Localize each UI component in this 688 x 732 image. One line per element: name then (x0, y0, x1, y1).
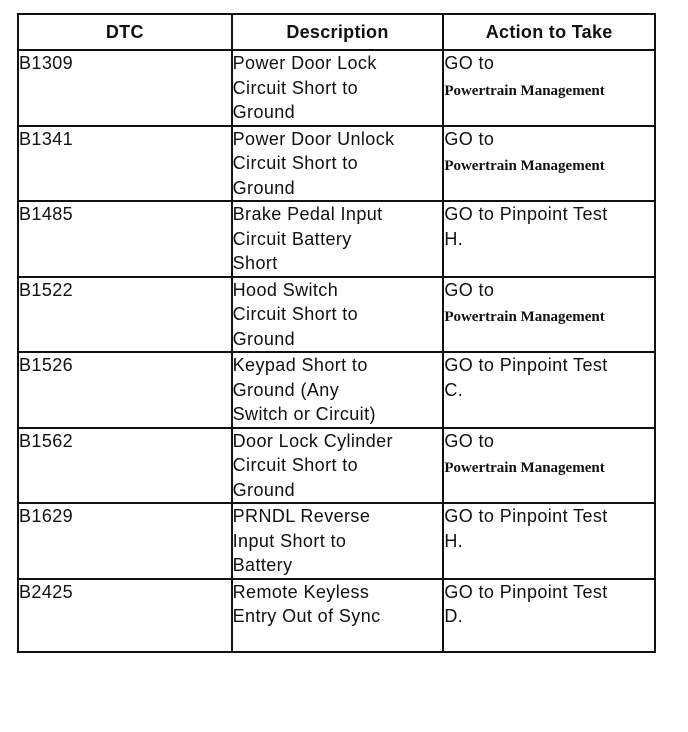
description-line: Power Door Unlock (232, 128, 395, 149)
action-text: GO to (444, 279, 495, 300)
action-cell (443, 503, 655, 579)
action-cell (443, 277, 655, 353)
description-line: Remote Keyless (232, 581, 370, 602)
dtc-code: B2425 (19, 581, 74, 602)
description-line: Ground (232, 102, 296, 122)
table-row (18, 352, 655, 428)
table-row (18, 579, 655, 652)
table-row (18, 428, 655, 504)
description-cell (232, 352, 444, 428)
header-dtc: DTC (18, 14, 232, 50)
action-cell (443, 352, 655, 428)
description-cell (232, 503, 444, 579)
description-line: Power Door Lock (232, 53, 377, 73)
description-line: Keypad Short to (232, 355, 368, 375)
dtc-code-cell (18, 428, 232, 504)
description-line: Ground (232, 328, 296, 349)
description-cell (232, 201, 444, 277)
description-line: Battery (232, 555, 293, 575)
action-text: GO to Pinpoint Test (444, 506, 608, 526)
dtc-code-cell (18, 201, 232, 277)
table-row (18, 503, 655, 579)
action-reference: Powertrain Management (444, 460, 605, 476)
description-line: PRNDL Reverse (232, 506, 371, 526)
dtc-code-cell (18, 126, 232, 202)
dtc-code-cell (18, 579, 232, 652)
dtc-code: B1522 (19, 279, 74, 300)
description-line: Circuit Battery (232, 228, 352, 249)
action-cell (443, 428, 655, 504)
description-cell (232, 428, 444, 504)
description-line: Circuit Short to (232, 153, 359, 173)
table-row (18, 50, 655, 126)
dtc-code: B1562 (19, 430, 74, 451)
description-line: Hood Switch (232, 279, 339, 300)
action-cell (443, 201, 655, 277)
action-text-continued: H. (444, 530, 464, 551)
action-cell (443, 50, 655, 126)
action-text: GO to (444, 128, 495, 149)
action-reference: Powertrain Management (444, 82, 605, 99)
action-text: GO to Pinpoint Test (444, 355, 608, 375)
dtc-code: B1526 (19, 355, 74, 375)
dtc-code: B1485 (19, 204, 74, 224)
action-cell (443, 126, 655, 202)
action-text-continued: C. (444, 379, 464, 400)
description-cell (232, 277, 444, 353)
action-text: GO to (444, 430, 495, 451)
header-row (18, 14, 655, 50)
description-line: Circuit Short to (232, 304, 359, 324)
action-reference: Powertrain Management (444, 158, 605, 174)
description-line: Ground (Any (232, 379, 340, 400)
description-cell (232, 50, 444, 126)
description-line: Input Short to (232, 530, 347, 551)
description-cell (232, 126, 444, 202)
dtc-code-cell (18, 50, 232, 126)
description-line: Door Lock Cylinder (232, 430, 393, 451)
action-text-continued: H. (444, 228, 464, 249)
dtc-code-cell (18, 277, 232, 353)
action-reference: Powertrain Management (444, 309, 605, 325)
action-text: GO to Pinpoint Test (444, 204, 608, 224)
description-line: Brake Pedal Input (232, 204, 383, 224)
action-text-continued: D. (444, 606, 464, 626)
table-row (18, 277, 655, 353)
dtc-code: B1341 (19, 128, 74, 149)
action-cell (443, 579, 655, 652)
action-text: GO to Pinpoint Test (444, 581, 608, 602)
action-text: GO to (444, 53, 495, 73)
description-line: Ground (232, 177, 296, 198)
dtc-code-cell (18, 352, 232, 428)
description-line: Short (232, 253, 278, 273)
description-line: Circuit Short to (232, 77, 359, 98)
header-action: Action to Take (443, 14, 655, 50)
description-line: Switch or Circuit) (232, 404, 376, 424)
header-description: Description (232, 14, 444, 50)
table-row (18, 201, 655, 277)
dtc-code: B1309 (19, 53, 74, 73)
description-line: Circuit Short to (232, 455, 359, 475)
dtc-code-cell (18, 503, 232, 579)
description-line: Ground (232, 479, 296, 500)
dtc-table (17, 13, 656, 653)
description-line: Entry Out of Sync (232, 606, 381, 626)
description-cell (232, 579, 444, 652)
dtc-code: B1629 (19, 506, 74, 526)
table-row (18, 126, 655, 202)
